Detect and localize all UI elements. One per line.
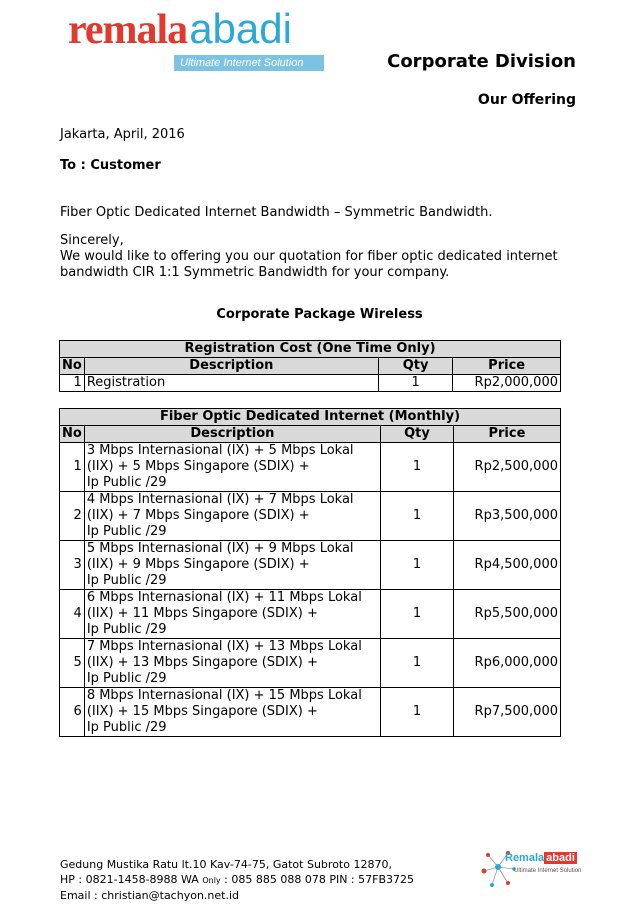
row-qty: 1: [381, 492, 454, 541]
row-no: 5: [60, 639, 85, 688]
desc-line: (IIX) + 9 Mbps Singapore (SDIX) +: [86, 557, 310, 572]
col-header-qty: Qty: [378, 358, 452, 375]
row-description: [84, 590, 380, 639]
col-header-description: Description: [84, 358, 378, 375]
row-price: Rp7,500,000: [453, 688, 560, 737]
row-description: [84, 492, 380, 541]
table-row: [60, 590, 561, 639]
logo-text-abadi: abadi: [189, 5, 292, 52]
row-qty: 1: [381, 541, 454, 590]
registration-table: [59, 340, 561, 392]
col-header-qty: Qty: [381, 426, 454, 443]
footer-phone-suffix: : 085 885 088 078 PIN : 57FB3725: [220, 873, 414, 886]
row-no: 1: [60, 443, 85, 492]
row-no: 6: [60, 688, 85, 737]
monthly-table-title: Fiber Optic Dedicated Internet (Monthly): [60, 409, 561, 426]
footer-phone: [60, 872, 414, 888]
division-title: Corporate Division: [387, 51, 576, 72]
footer-logo: [478, 845, 588, 895]
desc-line: 8 Mbps Internasional (IX) + 15 Mbps Lokal: [86, 688, 362, 703]
desc-line: 6 Mbps Internasional (IX) + 11 Mbps Lokal: [86, 590, 362, 605]
row-no: 4: [60, 590, 85, 639]
col-header-no: No: [60, 358, 85, 375]
desc-line: Ip Public /29: [86, 475, 167, 490]
monthly-table: [59, 408, 561, 737]
row-price: Rp4,500,000: [453, 541, 560, 590]
row-qty: 1: [381, 639, 454, 688]
footer-logo-text-remala: Remala: [505, 852, 545, 864]
letter-body-line1: We would like to offering you our quotation for fiber optic dedicated internet: [60, 249, 558, 264]
desc-line: 5 Mbps Internasional (IX) + 9 Mbps Lokal: [86, 541, 354, 556]
desc-line: (IIX) + 11 Mbps Singapore (SDIX) +: [86, 606, 318, 621]
col-header-price: Price: [453, 426, 560, 443]
row-no: 3: [60, 541, 85, 590]
letter-date: Jakarta, April, 2016: [60, 127, 185, 142]
row-no: 2: [60, 492, 85, 541]
row-price: Rp3,500,000: [453, 492, 560, 541]
table-row: [60, 492, 561, 541]
table-row: [60, 688, 561, 737]
footer-phone-only: Only: [202, 876, 221, 885]
footer-contact: [60, 857, 414, 903]
table-row: [60, 541, 561, 590]
desc-line: 7 Mbps Internasional (IX) + 13 Mbps Lokal: [86, 639, 362, 654]
table-row: [60, 639, 561, 688]
row-price: Rp2,000,000: [453, 375, 561, 392]
desc-line: Ip Public /29: [86, 524, 167, 539]
col-header-description: Description: [84, 426, 380, 443]
col-header-no: No: [60, 426, 85, 443]
row-price: Rp2,500,000: [453, 443, 560, 492]
package-title: Corporate Package Wireless: [216, 307, 423, 322]
letter-salutation: Sincerely,: [60, 233, 124, 248]
table-row: [60, 375, 561, 392]
logo-tagline: Ultimate Internet Solution: [180, 57, 304, 69]
footer-address: Gedung Mustika Ratu lt.10 Kav-74-75, Gatot Subroto 12870,: [60, 858, 392, 871]
footer-phone-prefix: HP : 0821-1458-8988 WA: [60, 873, 203, 886]
row-price: Rp5,500,000: [453, 590, 560, 639]
logo-text-remala: remala: [68, 7, 188, 53]
offering-title: Our Offering: [477, 92, 576, 108]
desc-line: 4 Mbps Internasional (IX) + 7 Mbps Lokal: [86, 492, 354, 507]
desc-line: (IIX) + 5 Mbps Singapore (SDIX) +: [86, 459, 310, 474]
row-description: [84, 443, 380, 492]
desc-line: 3 Mbps Internasional (IX) + 5 Mbps Lokal: [86, 443, 354, 458]
registration-table-title: Registration Cost (One Time Only): [60, 341, 561, 358]
row-description: [84, 688, 380, 737]
row-description: Registration: [84, 375, 378, 392]
desc-line: (IIX) + 7 Mbps Singapore (SDIX) +: [86, 508, 310, 523]
letter-body-line2: bandwidth CIR 1:1 Symmetric Bandwidth for your company.: [60, 265, 450, 280]
letter-subject: Fiber Optic Dedicated Internet Bandwidth – Symmetric Bandwidth.: [60, 205, 493, 220]
row-price: Rp6,000,000: [453, 639, 560, 688]
desc-line: Ip Public /29: [86, 671, 167, 686]
company-logo: [68, 5, 328, 70]
desc-line: (IIX) + 13 Mbps Singapore (SDIX) +: [86, 655, 318, 670]
letter-recipient: To : Customer: [60, 158, 161, 173]
footer-logo-text-abadi: abadi: [546, 852, 575, 864]
row-qty: 1: [381, 590, 454, 639]
col-header-price: Price: [453, 358, 561, 375]
footer-logo-tagline: Ultimate Internet Solution: [514, 868, 582, 874]
desc-line: (IIX) + 15 Mbps Singapore (SDIX) +: [86, 704, 318, 719]
row-qty: 1: [381, 688, 454, 737]
table-row: [60, 443, 561, 492]
desc-line: Ip Public /29: [86, 573, 167, 588]
row-description: [84, 541, 380, 590]
desc-line: Ip Public /29: [86, 622, 167, 637]
row-description: [84, 639, 380, 688]
row-no: 1: [60, 375, 85, 392]
desc-line: Ip Public /29: [86, 720, 167, 735]
row-qty: 1: [381, 443, 454, 492]
footer-email: Email : christian@tachyon.net.id: [60, 889, 239, 902]
row-qty: 1: [378, 375, 452, 392]
